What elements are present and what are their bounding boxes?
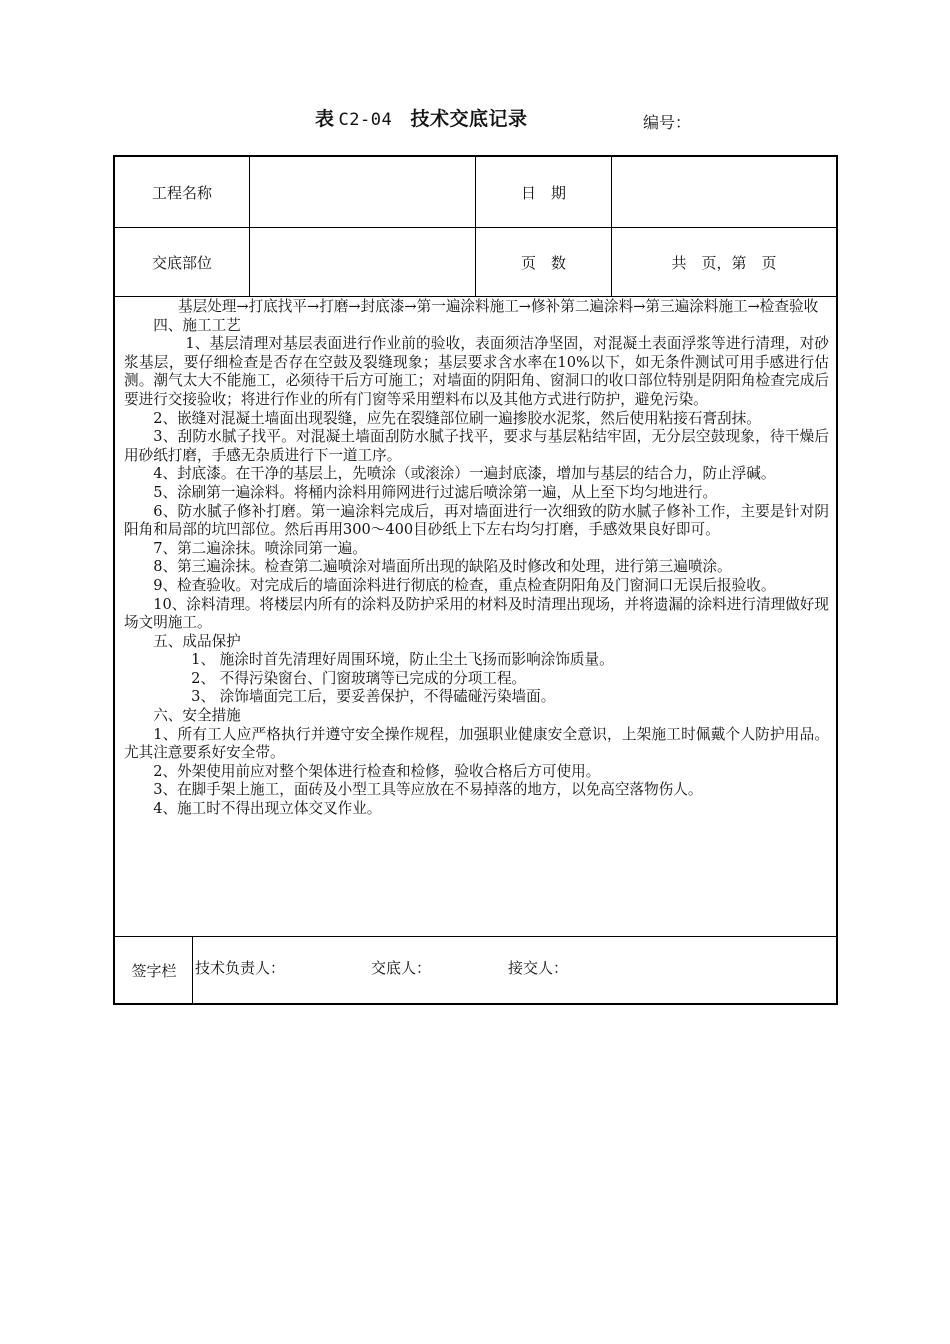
date-field[interactable] (612, 157, 836, 227)
safety-item: 4、施工时不得出现立体交叉作业。 (153, 800, 382, 818)
receiver-signature-field[interactable]: 接交人： (508, 959, 569, 977)
section-title-protection: 五、成品保护 (153, 632, 241, 650)
process-flow: 基层处理→打底找平→打磨→封底漆→第一遍涂料施工→修补第二遍涂料→第三遍涂料施工→检查验收 (178, 298, 819, 315)
tech-lead-signature-field[interactable]: 技术负责人： (195, 959, 286, 977)
construction-item: 3、刮防水腻子找平。对混凝土墙面刮防水腻子找平，要求与基层粘结牢固，无分层空鼓现象，待干燥后用砂纸打磨，手感无杂质进行下一道工序。 (124, 428, 829, 464)
project-name-label: 工程名称 (151, 183, 212, 202)
part-label: 交底部位 (151, 253, 212, 272)
form-title: 技术交底记录 (410, 108, 528, 130)
protection-item: 3、 涂饰墙面完工后，要妥善保护，不得磕碰污染墙面。 (191, 688, 556, 706)
construction-item: 2、嵌缝对混凝土墙面出现裂缝，应先在裂缝部位刷一遍掺胶水泥浆，然后使用粘接石膏刮抹。 (153, 409, 761, 427)
safety-item: 1、所有工人应严格执行并遵守安全操作规程，加强职业健康安全意识，上架施工时佩戴个人防护用品。尤其注意要系好安全带。 (124, 725, 829, 762)
construction-item: 1、基层清理对基层表面进行作业前的验收，表面须洁净坚固，对混凝土表面浮浆等进行清理，对砂浆基层，要仔细检查是否存在空鼓及裂缝现象；基层要求含水率在10%以下，如无条件测试可用手感进行估测。潮气太大不能施工，必须待干后方可施工；对墙面的阴阳角、窗洞口的收口部位特别是阴阳角检查完成后要进行交接验收；将进行作业的所有门窗等采用塑料布以及其他方式进行防护，避免污染。 (124, 335, 829, 408)
presenter-signature-field[interactable]: 交底人： (371, 959, 432, 977)
protection-item: 1、 施涂时首先清理好周围环境，防止尘土飞扬而影响涂饰质量。 (191, 651, 614, 669)
safety-item: 2、外架使用前应对整个架体进行检查和检修，验收合格后方可使用。 (153, 762, 601, 780)
part-field[interactable] (250, 228, 475, 296)
pages-label: 页 数 (520, 253, 566, 272)
disclosure-form (113, 155, 838, 1005)
construction-item: 9、检查验收。对完成后的墙面涂料进行彻底的检查，重点检查阴阳角及门窗洞口无误后报验收。 (153, 576, 776, 594)
disclosure-content (124, 298, 829, 819)
construction-item: 4、封底漆。在干净的基层上，先喷涂（或滚涂）一遍封底漆，增加与基层的结合力，防止浮碱。 (153, 465, 776, 483)
form-code: C2-04 (338, 110, 393, 130)
construction-item: 5、涂刷第一遍涂料。将桶内涂料用筛网进行过滤后喷涂第一遍，从上至下均匀地进行。 (153, 483, 718, 501)
safety-item: 3、在脚手架上施工，面砖及小型工具等应放在不易掉落的地方，以免高空落物伤人。 (153, 781, 703, 799)
page-title (315, 104, 527, 131)
form-prefix: 表 (315, 108, 335, 130)
section-title-safety: 六、安全措施 (153, 707, 241, 725)
row-divider (115, 936, 836, 937)
row-divider (115, 296, 836, 297)
pages-field[interactable]: 共 页，第 页 (671, 253, 777, 272)
date-label: 日 期 (520, 183, 566, 202)
serial-number-label: 编号： (643, 113, 692, 132)
construction-item: 6、防水腻子修补打磨。第一遍涂料完成后，再对墙面进行一次细致的防水腻子修补工作，主要是针对阴阳角和局部的坑凹部位。然后再用300～400目砂纸上下左右均匀打磨，手感效果良好即可。 (124, 502, 829, 539)
section-title-construction: 四、施工工艺 (153, 316, 241, 334)
construction-item: 8、第三遍涂抹。检查第二遍喷涂对墙面所出现的缺陷及时修改和处理，进行第三遍喷涂。 (153, 558, 732, 576)
construction-item: 7、第二遍涂抹。喷涂同第一遍。 (153, 539, 367, 557)
signature-label: 签字栏 (131, 961, 177, 980)
protection-item: 2、 不得污染窗台、门窗玻璃等已完成的分项工程。 (191, 669, 527, 687)
project-name-field[interactable] (250, 157, 475, 227)
construction-item: 10、涂料清理。将楼层内所有的涂料及防护采用的材料及时清理出现场，并将遗漏的涂料进行清理做好现场文明施工。 (124, 595, 829, 632)
